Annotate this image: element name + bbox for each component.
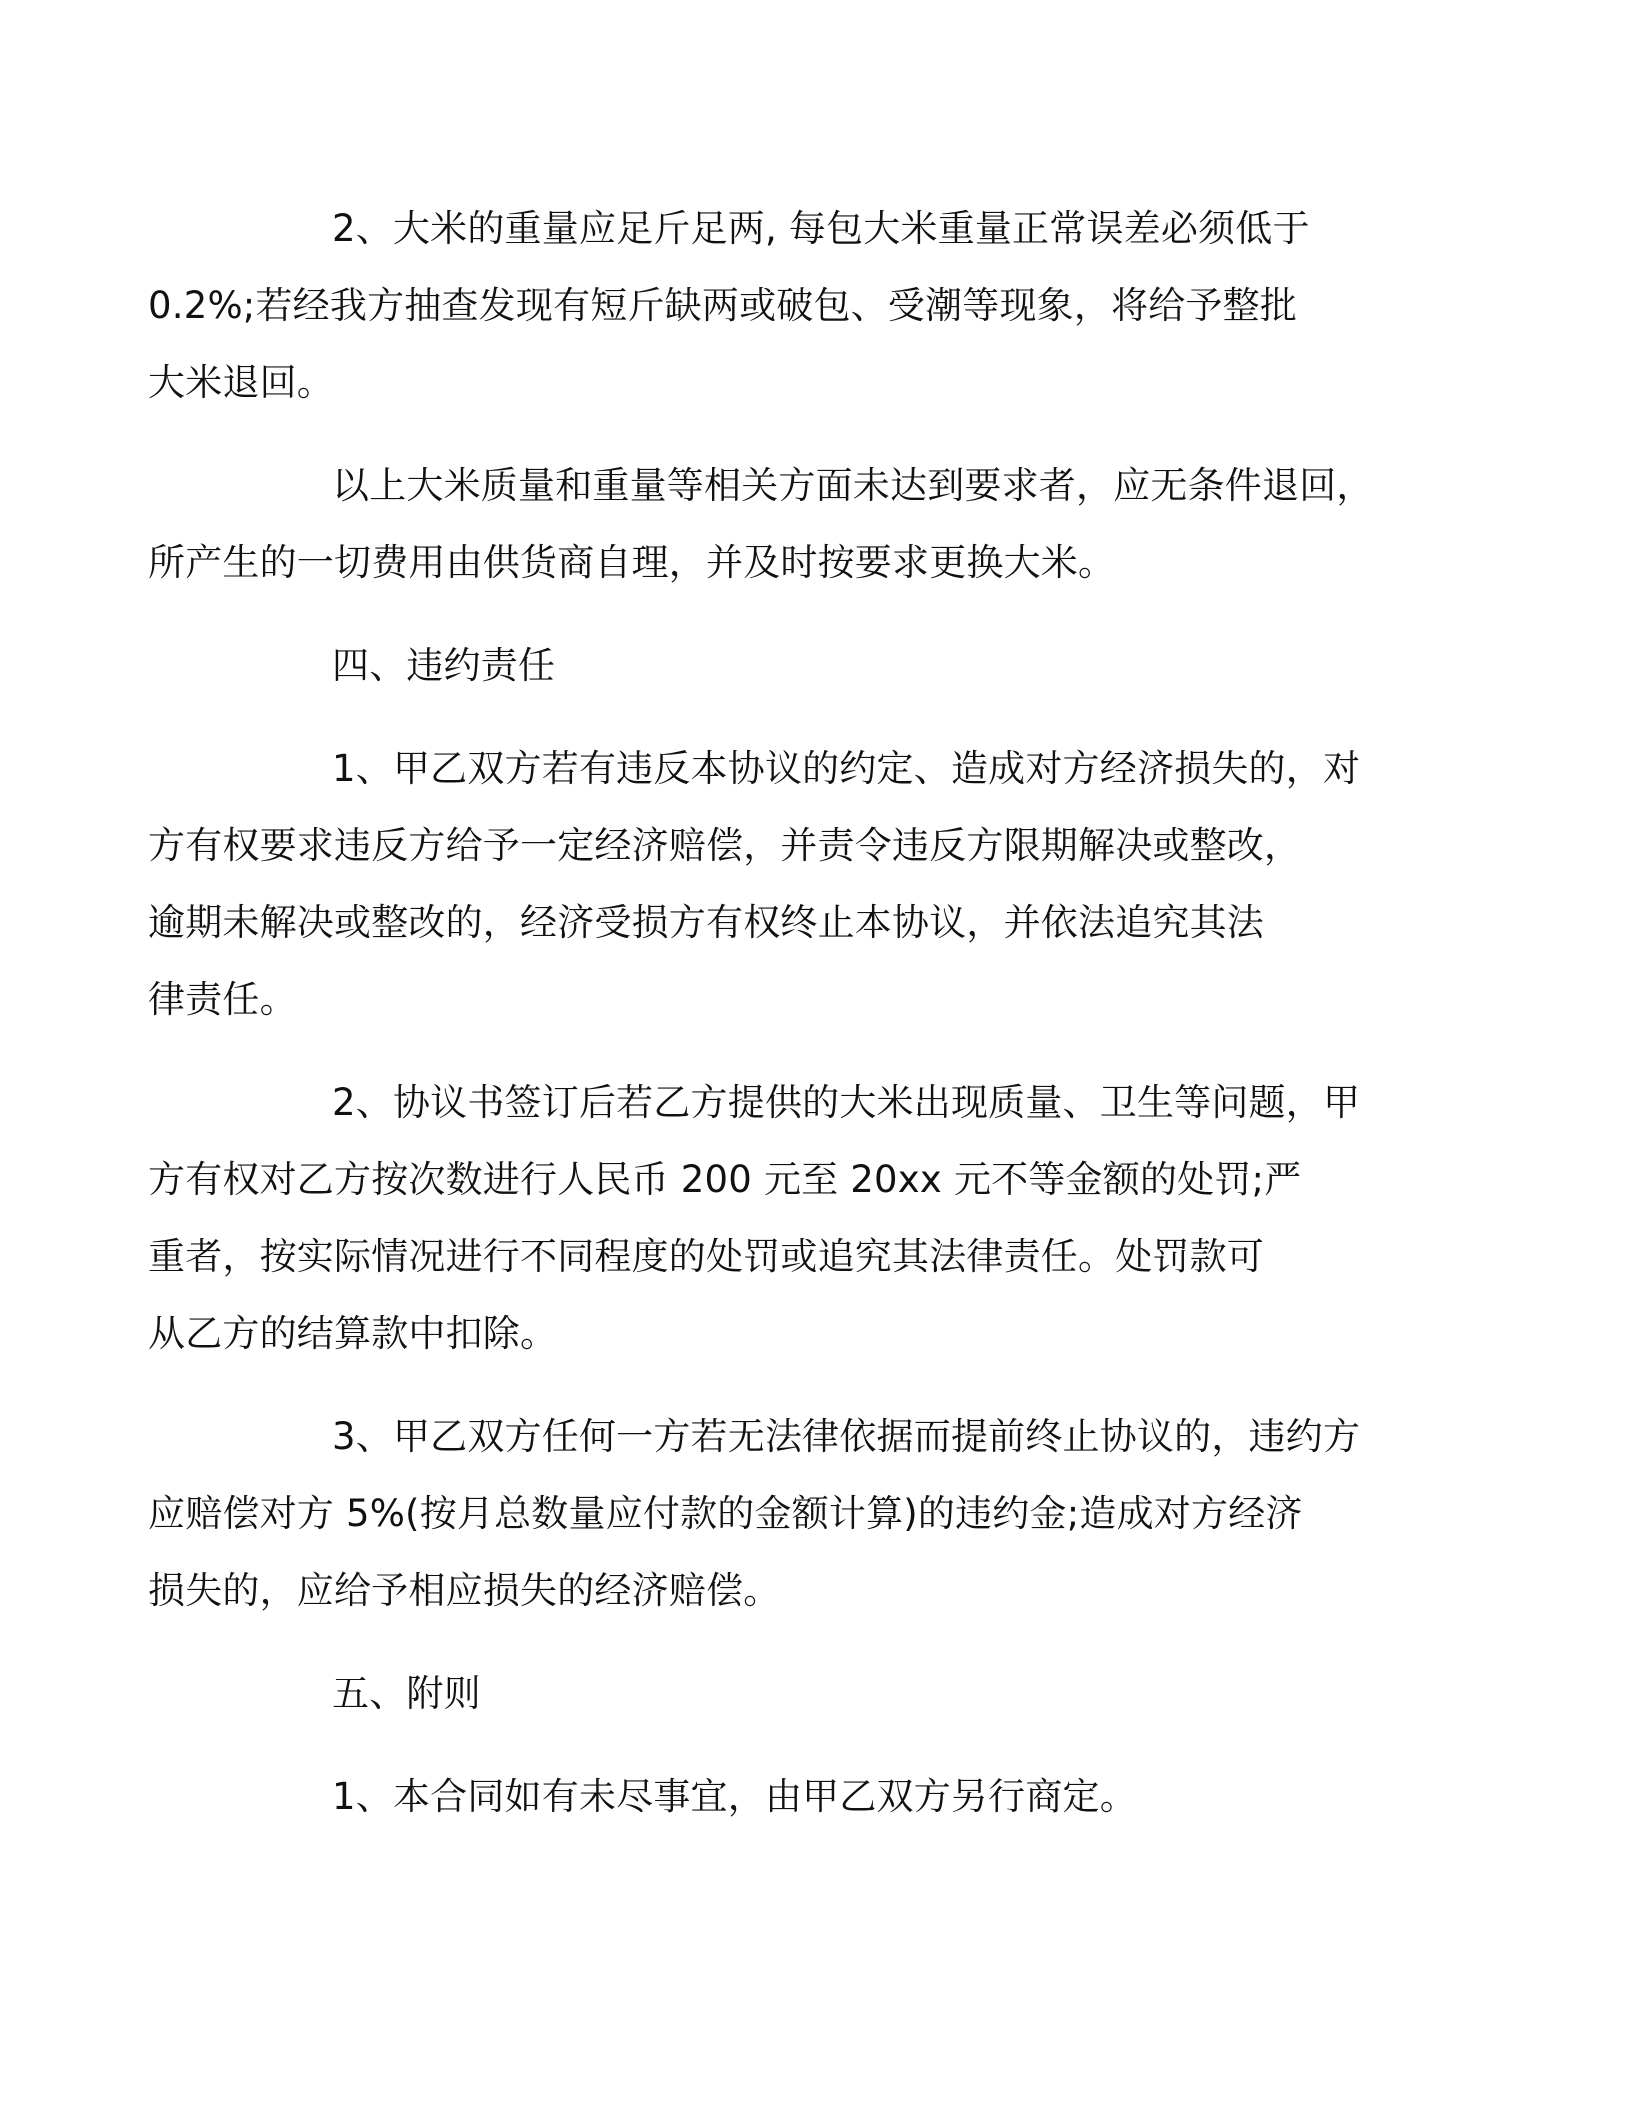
heading-text: 五、附则 <box>332 1672 481 1715</box>
document-body <box>148 190 1380 1835</box>
line: 2、大米的重量应足斤足两, 每包大米重量正常误差必须低于 <box>332 207 1310 250</box>
line: 应赔偿对方 5%(按月总数量应付款的金额计算)的违约金;造成对方经济 <box>148 1492 1303 1535</box>
line: 0.2%;若经我方抽查发现有短斤缺两或破包、受潮等现象，将给予整批 <box>148 284 1298 327</box>
line: 1、本合同如有未尽事宜，由甲乙双方另行商定。 <box>332 1775 1137 1818</box>
line: 所产生的一切费用由供货商自理，并及时按要求更换大米。 <box>148 541 1116 584</box>
line: 方有权对乙方按次数进行人民币 200 元至 20xx 元不等金额的处罚;严 <box>148 1158 1302 1201</box>
line: 律责任。 <box>148 978 297 1021</box>
section-heading-liability <box>240 627 1380 704</box>
paragraph-liability-3 <box>148 1398 1380 1629</box>
line: 以上大米质量和重量等相关方面未达到要求者，应无条件退回， <box>332 464 1374 507</box>
paragraph-appendix-1 <box>240 1758 1380 1835</box>
heading-text: 四、违约责任 <box>332 644 556 687</box>
paragraph-rice-weight <box>148 190 1380 421</box>
line: 1、甲乙双方若有违反本协议的约定、造成对方经济损失的，对 <box>332 747 1361 790</box>
line: 重者，按实际情况进行不同程度的处罚或追究其法律责任。处罚款可 <box>148 1235 1264 1278</box>
line: 大米退回。 <box>148 361 334 404</box>
line: 2、协议书签订后若乙方提供的大米出现质量、卫生等问题，甲 <box>332 1081 1361 1124</box>
paragraph-liability-2 <box>148 1064 1380 1372</box>
line: 从乙方的结算款中扣除。 <box>148 1312 558 1355</box>
paragraph-rice-return <box>148 447 1380 601</box>
section-heading-appendix <box>240 1655 1380 1732</box>
line: 3、甲乙双方任何一方若无法律依据而提前终止协议的，违约方 <box>332 1415 1361 1458</box>
line: 方有权要求违反方给予一定经济赔偿，并责令违反方限期解决或整改， <box>148 824 1302 867</box>
paragraph-liability-1 <box>148 730 1380 1038</box>
line: 逾期未解决或整改的，经济受损方有权终止本协议，并依法追究其法 <box>148 901 1264 944</box>
line: 损失的，应给予相应损失的经济赔偿。 <box>148 1569 781 1612</box>
